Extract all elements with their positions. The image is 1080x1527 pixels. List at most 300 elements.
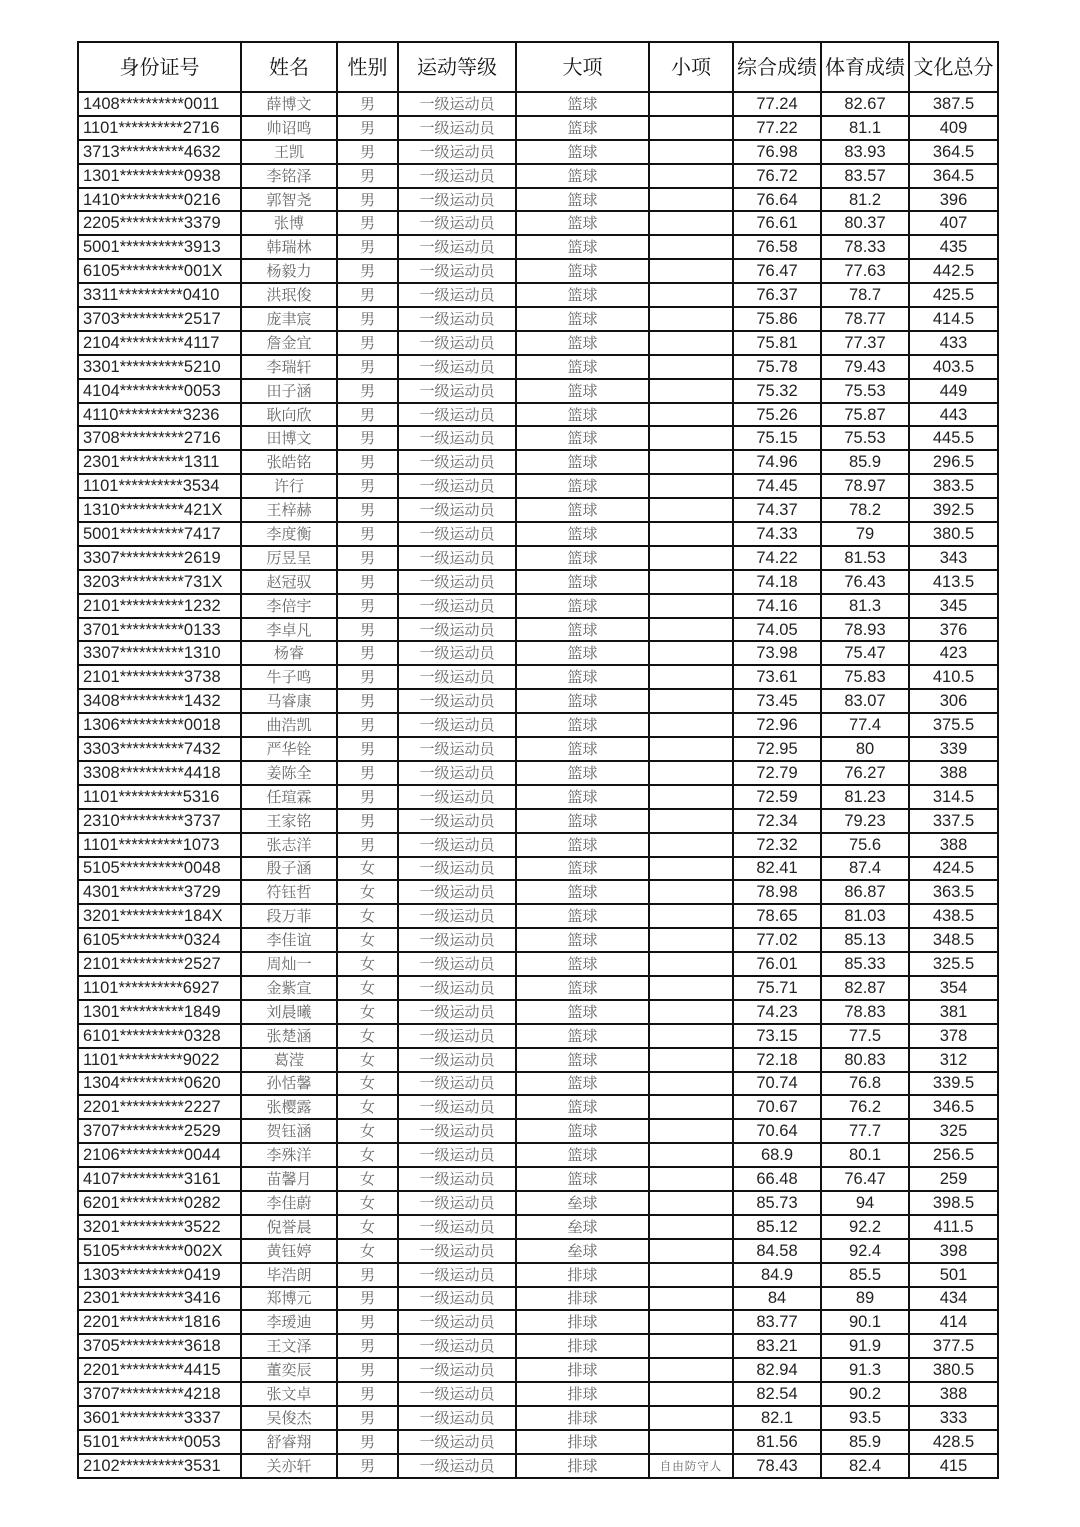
cell-academic-total: 398	[909, 1239, 998, 1263]
cell-sports-score: 79.43	[821, 355, 909, 379]
cell-academic-total: 423	[909, 641, 998, 665]
cell-sports-score: 78.83	[821, 1000, 909, 1024]
cell-composite-score: 75.32	[733, 379, 821, 403]
cell-name: 舒睿翔	[241, 1430, 337, 1454]
cell-sports-score: 83.07	[821, 689, 909, 713]
cell-athlete-level: 一级运动员	[398, 1119, 516, 1143]
cell-sports-score: 83.57	[821, 164, 909, 188]
cell-gender: 男	[337, 211, 398, 235]
table-row	[78, 618, 998, 642]
table-row	[78, 450, 998, 474]
cell-gender: 女	[337, 880, 398, 904]
cell-id-number: 4301**********3729	[78, 880, 241, 904]
cell-gender: 男	[337, 355, 398, 379]
cell-academic-total: 411.5	[909, 1215, 998, 1239]
cell-sub-event	[649, 211, 733, 235]
cell-name: 李卓凡	[241, 618, 337, 642]
cell-athlete-level: 一级运动员	[398, 880, 516, 904]
cell-sub-event	[649, 737, 733, 761]
cell-sport: 篮球	[516, 522, 649, 546]
table-row	[78, 880, 998, 904]
cell-id-number: 3707**********4218	[78, 1382, 241, 1406]
cell-composite-score: 83.77	[733, 1310, 821, 1334]
table-row	[78, 259, 998, 283]
cell-composite-score: 70.64	[733, 1119, 821, 1143]
cell-sport: 篮球	[516, 211, 649, 235]
cell-name: 田子涵	[241, 379, 337, 403]
cell-gender: 男	[337, 785, 398, 809]
cell-name: 杨睿	[241, 641, 337, 665]
cell-athlete-level: 一级运动员	[398, 1430, 516, 1454]
cell-gender: 女	[337, 1167, 398, 1191]
cell-sub-event	[649, 1239, 733, 1263]
cell-academic-total: 388	[909, 761, 998, 785]
cell-sub-event	[649, 92, 733, 116]
cell-sports-score: 75.53	[821, 426, 909, 450]
table-row	[78, 1454, 998, 1478]
cell-gender: 女	[337, 904, 398, 928]
cell-id-number: 5001**********7417	[78, 522, 241, 546]
cell-athlete-level: 一级运动员	[398, 1406, 516, 1430]
cell-id-number: 6105**********001X	[78, 259, 241, 283]
cell-academic-total: 501	[909, 1263, 998, 1287]
cell-sport: 篮球	[516, 904, 649, 928]
cell-academic-total: 438.5	[909, 904, 998, 928]
cell-sports-score: 85.5	[821, 1263, 909, 1287]
cell-name: 李瑞轩	[241, 355, 337, 379]
cell-academic-total: 256.5	[909, 1143, 998, 1167]
cell-name: 洪珉俊	[241, 283, 337, 307]
cell-name: 赵冠驭	[241, 570, 337, 594]
cell-id-number: 3201**********184X	[78, 904, 241, 928]
cell-sport: 篮球	[516, 1048, 649, 1072]
cell-id-number: 3307**********1310	[78, 641, 241, 665]
cell-composite-score: 76.01	[733, 952, 821, 976]
table-row	[78, 665, 998, 689]
table-row	[78, 1382, 998, 1406]
cell-sub-event	[649, 1095, 733, 1119]
cell-academic-total: 348.5	[909, 928, 998, 952]
cell-sub-event	[649, 1215, 733, 1239]
table-row	[78, 1048, 998, 1072]
cell-composite-score: 72.96	[733, 713, 821, 737]
cell-sport: 篮球	[516, 618, 649, 642]
cell-id-number: 2201**********1816	[78, 1310, 241, 1334]
cell-composite-score: 77.22	[733, 116, 821, 140]
cell-academic-total: 409	[909, 116, 998, 140]
cell-sub-event	[649, 665, 733, 689]
table-row	[78, 689, 998, 713]
cell-id-number: 3307**********2619	[78, 546, 241, 570]
cell-composite-score: 85.12	[733, 1215, 821, 1239]
cell-id-number: 6101**********0328	[78, 1024, 241, 1048]
cell-name: 牛子鸣	[241, 665, 337, 689]
cell-sub-event	[649, 355, 733, 379]
header-composite-score: 综合成绩	[733, 42, 821, 92]
cell-sport: 篮球	[516, 1119, 649, 1143]
cell-composite-score: 73.61	[733, 665, 821, 689]
cell-sub-event	[649, 546, 733, 570]
cell-id-number: 2104**********4117	[78, 331, 241, 355]
cell-athlete-level: 一级运动员	[398, 1024, 516, 1048]
cell-academic-total: 425.5	[909, 283, 998, 307]
cell-name: 贺钰涵	[241, 1119, 337, 1143]
cell-athlete-level: 一级运动员	[398, 1143, 516, 1167]
cell-academic-total: 376	[909, 618, 998, 642]
cell-gender: 女	[337, 1215, 398, 1239]
table-row	[78, 761, 998, 785]
cell-sub-event	[649, 1358, 733, 1382]
cell-athlete-level: 一级运动员	[398, 1048, 516, 1072]
cell-composite-score: 75.71	[733, 976, 821, 1000]
header-sports-score: 体育成绩	[821, 42, 909, 92]
cell-sports-score: 75.6	[821, 833, 909, 857]
cell-sub-event	[649, 1119, 733, 1143]
table-row	[78, 426, 998, 450]
cell-sports-score: 87.4	[821, 857, 909, 881]
cell-athlete-level: 一级运动员	[398, 259, 516, 283]
cell-name: 杨毅力	[241, 259, 337, 283]
cell-composite-score: 74.96	[733, 450, 821, 474]
cell-composite-score: 72.59	[733, 785, 821, 809]
cell-athlete-level: 一级运动员	[398, 928, 516, 952]
table-row	[78, 904, 998, 928]
cell-athlete-level: 一级运动员	[398, 355, 516, 379]
cell-gender: 女	[337, 857, 398, 881]
cell-gender: 男	[337, 1406, 398, 1430]
table-body	[78, 92, 998, 1478]
cell-gender: 女	[337, 1024, 398, 1048]
cell-name: 孙恬馨	[241, 1072, 337, 1096]
cell-gender: 男	[337, 665, 398, 689]
table-row	[78, 594, 998, 618]
cell-name: 曲浩凯	[241, 713, 337, 737]
cell-academic-total: 387.5	[909, 92, 998, 116]
cell-academic-total: 306	[909, 689, 998, 713]
cell-academic-total: 343	[909, 546, 998, 570]
cell-sport: 垒球	[516, 1191, 649, 1215]
cell-athlete-level: 一级运动员	[398, 665, 516, 689]
cell-academic-total: 345	[909, 594, 998, 618]
cell-composite-score: 78.65	[733, 904, 821, 928]
cell-gender: 男	[337, 379, 398, 403]
cell-composite-score: 66.48	[733, 1167, 821, 1191]
table-row	[78, 713, 998, 737]
cell-composite-score: 83.21	[733, 1334, 821, 1358]
cell-sport: 篮球	[516, 689, 649, 713]
cell-name: 倪誉晨	[241, 1215, 337, 1239]
cell-sport: 篮球	[516, 307, 649, 331]
cell-composite-score: 70.67	[733, 1095, 821, 1119]
cell-id-number: 1101**********9022	[78, 1048, 241, 1072]
cell-sports-score: 77.63	[821, 259, 909, 283]
cell-athlete-level: 一级运动员	[398, 307, 516, 331]
cell-academic-total: 433	[909, 331, 998, 355]
cell-sports-score: 80.37	[821, 211, 909, 235]
cell-name: 刘晨曦	[241, 1000, 337, 1024]
cell-academic-total: 434	[909, 1287, 998, 1311]
cell-composite-score: 84.58	[733, 1239, 821, 1263]
cell-id-number: 3701**********0133	[78, 618, 241, 642]
cell-sports-score: 77.4	[821, 713, 909, 737]
table-row	[78, 737, 998, 761]
cell-academic-total: 449	[909, 379, 998, 403]
cell-sub-event	[649, 1167, 733, 1191]
cell-composite-score: 68.9	[733, 1143, 821, 1167]
cell-name: 郑博元	[241, 1287, 337, 1311]
cell-sport: 篮球	[516, 1143, 649, 1167]
cell-sports-score: 85.33	[821, 952, 909, 976]
cell-sub-event	[649, 1000, 733, 1024]
cell-sport: 篮球	[516, 331, 649, 355]
cell-gender: 男	[337, 426, 398, 450]
cell-sports-score: 92.2	[821, 1215, 909, 1239]
cell-sport: 篮球	[516, 474, 649, 498]
cell-sport: 垒球	[516, 1239, 649, 1263]
cell-name: 黄钰婷	[241, 1239, 337, 1263]
cell-athlete-level: 一级运动员	[398, 1454, 516, 1478]
cell-name: 周灿一	[241, 952, 337, 976]
cell-gender: 男	[337, 164, 398, 188]
cell-composite-score: 72.32	[733, 833, 821, 857]
cell-academic-total: 325	[909, 1119, 998, 1143]
cell-academic-total: 339.5	[909, 1072, 998, 1096]
cell-academic-total: 442.5	[909, 259, 998, 283]
cell-academic-total: 380.5	[909, 522, 998, 546]
cell-athlete-level: 一级运动员	[398, 331, 516, 355]
table-row	[78, 857, 998, 881]
cell-sub-event	[649, 570, 733, 594]
cell-composite-score: 75.26	[733, 403, 821, 427]
table-row	[78, 809, 998, 833]
cell-sports-score: 78.93	[821, 618, 909, 642]
cell-sub-event	[649, 689, 733, 713]
cell-gender: 男	[337, 283, 398, 307]
cell-composite-score: 75.78	[733, 355, 821, 379]
cell-sport: 篮球	[516, 403, 649, 427]
cell-sport: 篮球	[516, 1095, 649, 1119]
cell-gender: 男	[337, 594, 398, 618]
cell-name: 韩瑞林	[241, 235, 337, 259]
cell-sport: 篮球	[516, 355, 649, 379]
cell-sport: 篮球	[516, 283, 649, 307]
cell-sports-score: 81.1	[821, 116, 909, 140]
cell-academic-total: 375.5	[909, 713, 998, 737]
cell-sports-score: 81.2	[821, 188, 909, 212]
cell-composite-score: 73.45	[733, 689, 821, 713]
cell-id-number: 1301**********0938	[78, 164, 241, 188]
table-row	[78, 1167, 998, 1191]
cell-academic-total: 381	[909, 1000, 998, 1024]
cell-id-number: 2301**********1311	[78, 450, 241, 474]
cell-sport: 篮球	[516, 928, 649, 952]
cell-name: 许行	[241, 474, 337, 498]
cell-sport: 篮球	[516, 1000, 649, 1024]
cell-id-number: 2101**********1232	[78, 594, 241, 618]
cell-sport: 篮球	[516, 426, 649, 450]
cell-gender: 男	[337, 641, 398, 665]
cell-academic-total: 396	[909, 188, 998, 212]
cell-sub-event	[649, 761, 733, 785]
cell-sport: 篮球	[516, 188, 649, 212]
cell-gender: 女	[337, 928, 398, 952]
cell-sub-event	[649, 928, 733, 952]
cell-sports-score: 78.33	[821, 235, 909, 259]
table-row	[78, 498, 998, 522]
cell-academic-total: 443	[909, 403, 998, 427]
table-row	[78, 1334, 998, 1358]
header-athlete-level: 运动等级	[398, 42, 516, 92]
cell-name: 耿向欣	[241, 403, 337, 427]
cell-id-number: 3311**********0410	[78, 283, 241, 307]
cell-composite-score: 81.56	[733, 1430, 821, 1454]
cell-gender: 男	[337, 833, 398, 857]
cell-sports-score: 80.83	[821, 1048, 909, 1072]
header-name: 姓名	[241, 42, 337, 92]
cell-sports-score: 94	[821, 1191, 909, 1215]
cell-id-number: 2102**********3531	[78, 1454, 241, 1478]
cell-academic-total: 445.5	[909, 426, 998, 450]
cell-id-number: 2201**********4415	[78, 1358, 241, 1382]
cell-sport: 排球	[516, 1406, 649, 1430]
cell-composite-score: 82.94	[733, 1358, 821, 1382]
cell-athlete-level: 一级运动员	[398, 713, 516, 737]
cell-sport: 篮球	[516, 880, 649, 904]
cell-athlete-level: 一级运动员	[398, 164, 516, 188]
cell-name: 李瑷迪	[241, 1310, 337, 1334]
cell-composite-score: 76.47	[733, 259, 821, 283]
cell-composite-score: 72.95	[733, 737, 821, 761]
table-row	[78, 1191, 998, 1215]
cell-gender: 男	[337, 498, 398, 522]
cell-gender: 男	[337, 307, 398, 331]
cell-sports-score: 77.7	[821, 1119, 909, 1143]
header-id-number: 身份证号	[78, 42, 241, 92]
cell-name: 李度衡	[241, 522, 337, 546]
table-row	[78, 379, 998, 403]
cell-id-number: 5105**********0048	[78, 857, 241, 881]
cell-academic-total: 259	[909, 1167, 998, 1191]
cell-gender: 男	[337, 235, 398, 259]
cell-composite-score: 72.34	[733, 809, 821, 833]
cell-sub-event	[649, 164, 733, 188]
cell-id-number: 1101**********6927	[78, 976, 241, 1000]
cell-name: 张楚涵	[241, 1024, 337, 1048]
cell-athlete-level: 一级运动员	[398, 952, 516, 976]
cell-sports-score: 79	[821, 522, 909, 546]
cell-name: 詹金宜	[241, 331, 337, 355]
cell-gender: 男	[337, 570, 398, 594]
cell-composite-score: 74.18	[733, 570, 821, 594]
cell-sport: 排球	[516, 1382, 649, 1406]
table-row	[78, 785, 998, 809]
cell-composite-score: 82.54	[733, 1382, 821, 1406]
cell-composite-score: 78.98	[733, 880, 821, 904]
cell-name: 段万菲	[241, 904, 337, 928]
cell-sub-event	[649, 498, 733, 522]
cell-sport: 篮球	[516, 952, 649, 976]
cell-sport: 篮球	[516, 737, 649, 761]
cell-sports-score: 82.4	[821, 1454, 909, 1478]
cell-sport: 排球	[516, 1430, 649, 1454]
table-row	[78, 140, 998, 164]
cell-gender: 女	[337, 1095, 398, 1119]
cell-id-number: 2101**********3738	[78, 665, 241, 689]
cell-gender: 男	[337, 116, 398, 140]
cell-athlete-level: 一级运动员	[398, 522, 516, 546]
cell-gender: 男	[337, 737, 398, 761]
cell-sport: 篮球	[516, 140, 649, 164]
cell-athlete-level: 一级运动员	[398, 570, 516, 594]
table-row	[78, 355, 998, 379]
cell-sub-event	[649, 116, 733, 140]
table-row	[78, 1263, 998, 1287]
cell-sport: 篮球	[516, 641, 649, 665]
cell-sub-event	[649, 618, 733, 642]
cell-gender: 女	[337, 952, 398, 976]
cell-gender: 男	[337, 331, 398, 355]
cell-sport: 篮球	[516, 1072, 649, 1096]
cell-sport: 篮球	[516, 857, 649, 881]
cell-gender: 男	[337, 1310, 398, 1334]
cell-id-number: 3201**********3522	[78, 1215, 241, 1239]
cell-composite-score: 72.79	[733, 761, 821, 785]
table-row	[78, 546, 998, 570]
cell-sport: 篮球	[516, 450, 649, 474]
cell-composite-score: 75.86	[733, 307, 821, 331]
cell-athlete-level: 一级运动员	[398, 618, 516, 642]
cell-sub-event	[649, 307, 733, 331]
cell-id-number: 3301**********5210	[78, 355, 241, 379]
cell-name: 田博文	[241, 426, 337, 450]
cell-id-number: 3308**********4418	[78, 761, 241, 785]
table-row	[78, 1119, 998, 1143]
cell-athlete-level: 一级运动员	[398, 283, 516, 307]
table-row	[78, 928, 998, 952]
cell-gender: 女	[337, 976, 398, 1000]
cell-name: 李佳蔚	[241, 1191, 337, 1215]
cell-academic-total: 378	[909, 1024, 998, 1048]
cell-athlete-level: 一级运动员	[398, 833, 516, 857]
cell-gender: 女	[337, 1072, 398, 1096]
cell-gender: 男	[337, 689, 398, 713]
cell-gender: 女	[337, 1191, 398, 1215]
header-sub-event: 小项	[649, 42, 733, 92]
cell-id-number: 6105**********0324	[78, 928, 241, 952]
cell-sports-score: 81.23	[821, 785, 909, 809]
cell-id-number: 3703**********2517	[78, 307, 241, 331]
table-row	[78, 164, 998, 188]
cell-sport: 排球	[516, 1310, 649, 1334]
cell-sub-event	[649, 857, 733, 881]
cell-sub-event	[649, 952, 733, 976]
cell-name: 李佳谊	[241, 928, 337, 952]
cell-sports-score: 81.03	[821, 904, 909, 928]
table-row	[78, 1024, 998, 1048]
table-row	[78, 283, 998, 307]
cell-sport: 篮球	[516, 665, 649, 689]
header-sport: 大项	[516, 42, 649, 92]
cell-gender: 女	[337, 1048, 398, 1072]
cell-name: 王家铭	[241, 809, 337, 833]
cell-sports-score: 78.77	[821, 307, 909, 331]
cell-athlete-level: 一级运动员	[398, 140, 516, 164]
cell-academic-total: 413.5	[909, 570, 998, 594]
cell-gender: 男	[337, 1334, 398, 1358]
cell-id-number: 5105**********002X	[78, 1239, 241, 1263]
cell-athlete-level: 一级运动员	[398, 689, 516, 713]
table-row	[78, 211, 998, 235]
